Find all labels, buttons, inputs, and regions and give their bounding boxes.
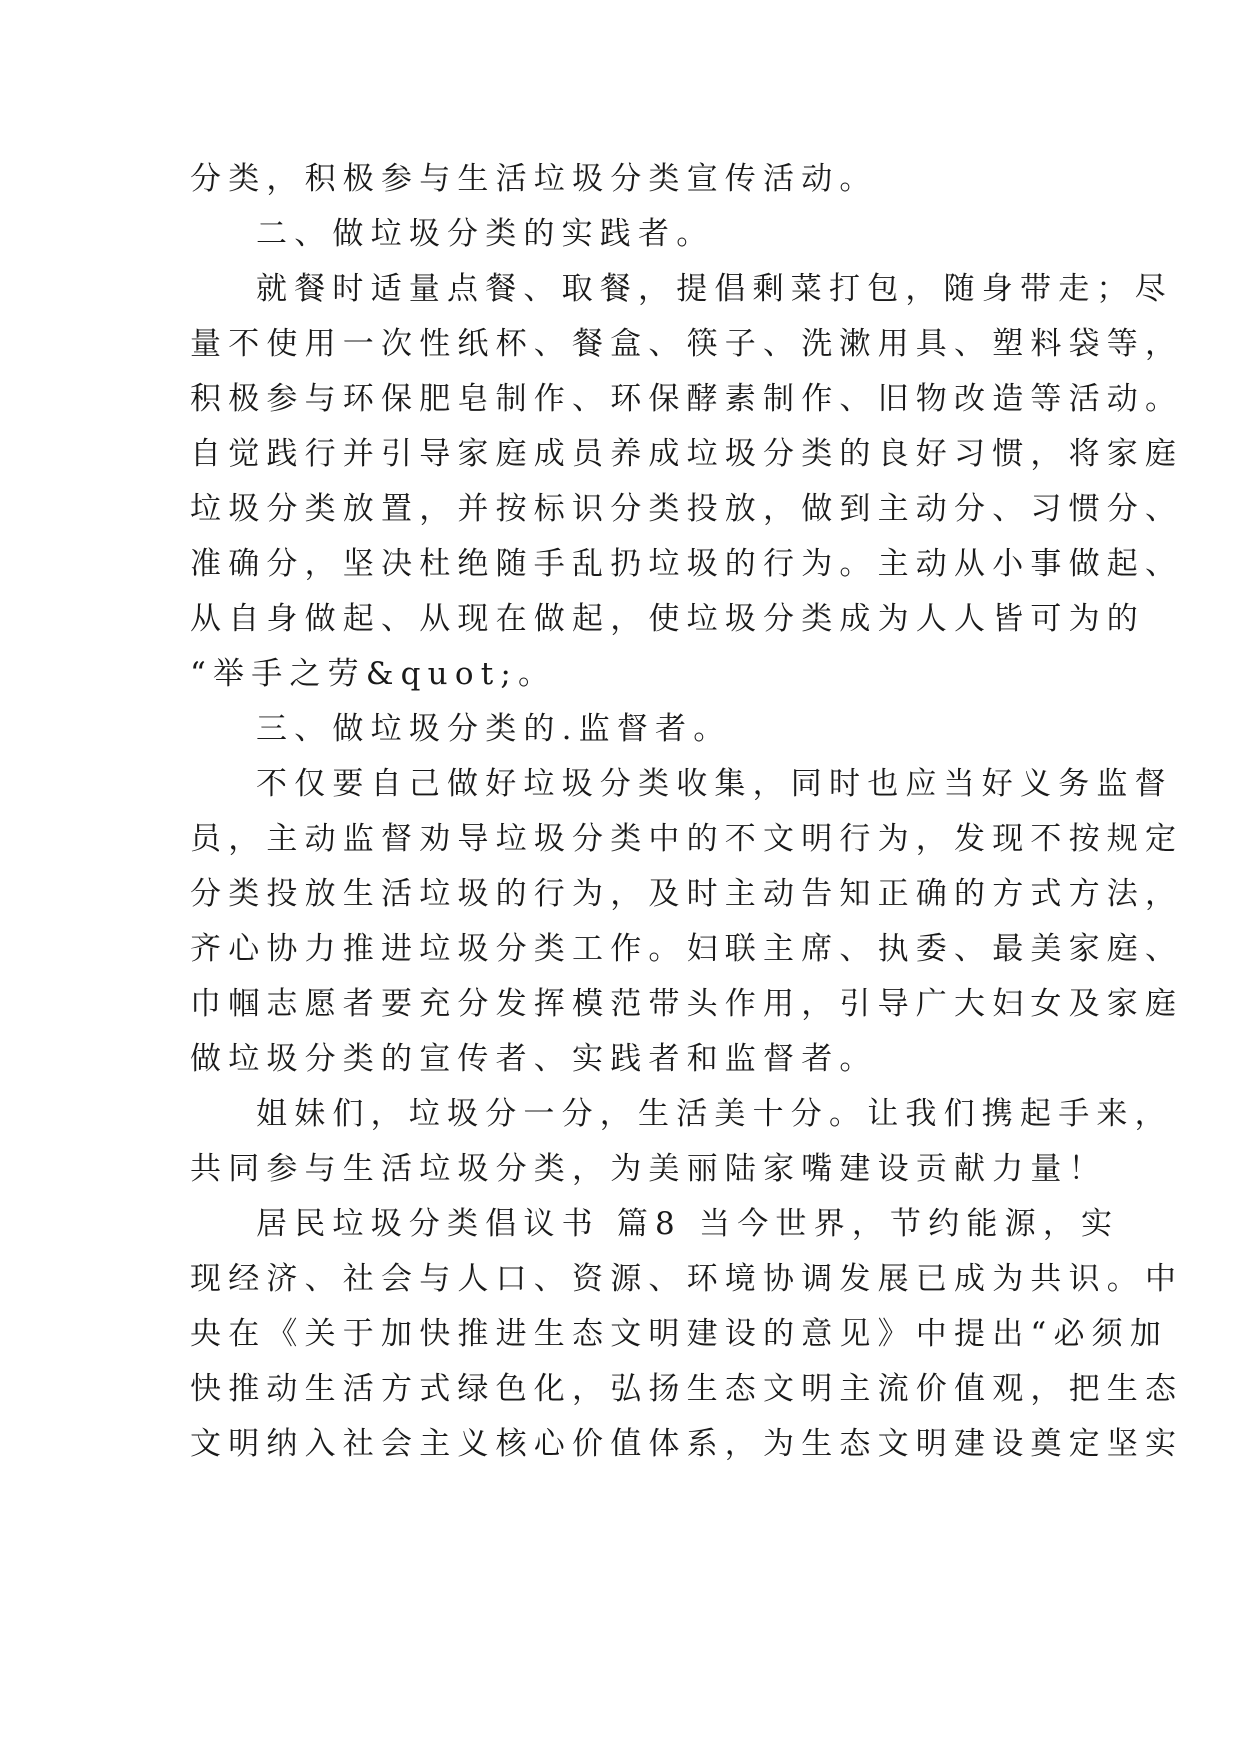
section-heading: 三、做垃圾分类的.监督者。 xyxy=(256,711,732,747)
text-line: 不仅要自己做好垃圾分类收集，同时也应当好义务监督 xyxy=(256,766,1173,802)
text-line: 共同参与生活垃圾分类，为美丽陆家嘴建设贡献力量！ xyxy=(190,1151,1107,1187)
document-body xyxy=(190,152,1184,1472)
text-line: 文明纳入社会主义核心价值体系，为生态文明建设奠定坚实 xyxy=(190,1426,1184,1462)
text-line: 做垃圾分类的宣传者、实践者和监督者。 xyxy=(190,1041,878,1077)
section-heading: 二、做垃圾分类的实践者。 xyxy=(256,216,715,252)
text-line: 齐心协力推进垃圾分类工作。妇联主席、执委、最美家庭、 xyxy=(190,931,1184,967)
text-line: 分类，积极参与生活垃圾分类宣传活动。 xyxy=(190,161,878,197)
text-line: 自觉践行并引导家庭成员养成垃圾分类的良好习惯，将家庭 xyxy=(190,436,1184,472)
text-line: 居民垃圾分类倡议书 篇8 当今世界，节约能源，实 xyxy=(256,1206,1120,1242)
text-line: 积极参与环保肥皂制作、环保酵素制作、旧物改造等活动。 xyxy=(190,381,1184,417)
text-line: 员，主动监督劝导垃圾分类中的不文明行为，发现不按规定 xyxy=(190,821,1184,857)
text-line: 央在《关于加快推进生态文明建设的意见》中提出“必须加 xyxy=(190,1316,1169,1352)
text-line: 现经济、社会与人口、资源、环境协调发展已成为共识。中 xyxy=(190,1261,1184,1297)
text-line: 从自身做起、从现在做起，使垃圾分类成为人人皆可为的 xyxy=(190,601,1145,637)
text-line: 快推动生活方式绿色化，弘扬生态文明主流价值观，把生态 xyxy=(190,1371,1184,1407)
text-line: 准确分，坚决杜绝随手乱扔垃圾的行为。主动从小事做起、 xyxy=(190,546,1184,582)
text-line: 量不使用一次性纸杯、餐盒、筷子、洗漱用具、塑料袋等， xyxy=(190,326,1184,362)
text-line: 姐妹们，垃圾分一分，生活美十分。让我们携起手来， xyxy=(256,1096,1173,1132)
text-line: 巾帼志愿者要充分发挥模范带头作用，引导广大妇女及家庭 xyxy=(190,986,1184,1022)
text-line: 垃圾分类放置，并按标识分类投放，做到主动分、习惯分、 xyxy=(190,491,1184,527)
text-line: 就餐时适量点餐、取餐，提倡剩菜打包，随身带走；尽 xyxy=(256,271,1173,307)
text-line: “举手之劳&quot;。 xyxy=(190,656,557,692)
text-line: 分类投放生活垃圾的行为，及时主动告知正确的方式方法， xyxy=(190,876,1184,912)
